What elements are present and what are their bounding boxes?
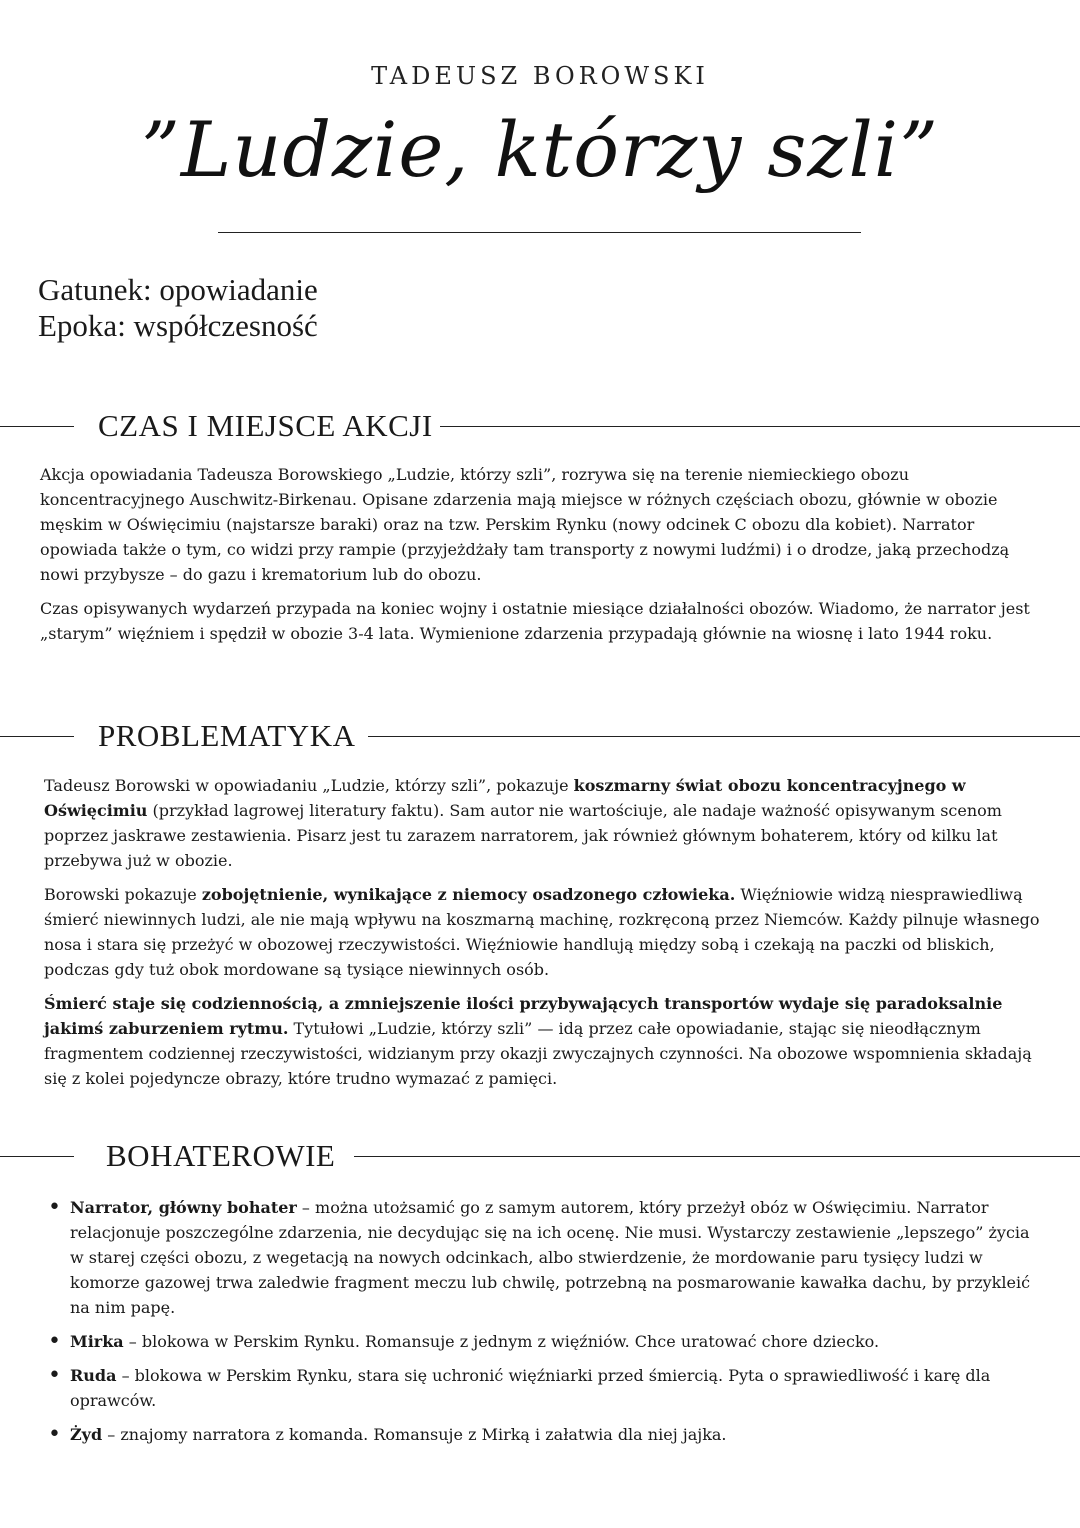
section-heading-bohaterowie [0, 1136, 1080, 1176]
heading-rule-right [368, 736, 1080, 737]
paragraph: Akcja opowiadania Tadeusza Borowskiego „Ludzie, którzy szli”, rozrywa się na terenie niemieckiego obozu koncentracyjnego Auschwitz-Birkenau. Opisane zdarzenia mają miejsce w różnych częściach obozu, głównie w obozie męskim w Oświęcimiu (najstarsze baraki) oraz na tzw. Perskim Rynku (nowy odcinek C obozu dla kobiet). Narrator opowiada także o tym, co widzi przy rampie (przyjeżdżały tam transporty z nowymi ludźmi) i o drodze, jaką przechodzą nowi przybysze – do gazu i krematorium lub do obozu. [40, 465, 1010, 584]
bold-text-run: Śmierć staje się codziennością, a zmniejszenie ilości przybywających transportów wydaje się paradoksalnie jakimś zaburzeniem rytmu. [44, 994, 1003, 1038]
text-run: Tytułowi „Ludzie, którzy szli” — idą przez całe opowiadanie, stając się nieodłącznym fragmentem codziennej rzeczywistości, widzianym przy okazji zwyczajnych czynności. Na obozowe wspomnienia składają się z kolei pojedyncze obrazy, które trudno wymazać z pamięci. [44, 1019, 1032, 1088]
author-name: TADEUSZ BOROWSKI [371, 62, 709, 90]
heading-rule-left [0, 426, 74, 427]
text-run: Borowski pokazuje [44, 885, 202, 904]
section-body-bohaterowie [40, 1195, 1040, 1456]
genre-line: Gatunek: opowiadanie [38, 272, 318, 307]
list-item [70, 1329, 1040, 1354]
heroes-list [40, 1195, 1040, 1447]
epoch-line: Epoka: współczesność [38, 308, 318, 343]
heading-rule-left [0, 736, 74, 737]
paragraph [44, 991, 1050, 1091]
hero-name: Narrator, główny bohater [70, 1198, 297, 1217]
section-body-problematyka [44, 773, 1050, 1100]
hero-description: – blokowa w Perskim Rynku. Romansuje z jednym z więźniów. Chce uratować chore dziecko. [123, 1332, 880, 1351]
text-run: (przykład lagrowej literatury faktu). Sam autor nie wartościuje, ale nadaje ważność opisywanym scenom poprzez jaskrawe zestawienia. Pisarz jest tu zarazem narratorem, jak również głównym bohaterem, który od kilku lat przebywa już w obozie. [44, 801, 1002, 870]
heading-rule-right [354, 1156, 1080, 1157]
text-run: Więźniowie widzą niesprawiedliwą śmierć niewinnych ludzi, ale nie mają wpływu na koszmarną machinę, rozkręconą przez Niemców. Każdy pilnuje własnego nosa i stara się przeżyć w obozowej rzeczywistości. Więźniowie handlują między sobą i czekają na paczki od bliskich, podczas gdy tuż obok mordowane są tysiące niewinnych osób. [44, 885, 1040, 979]
section-heading-problematyka [0, 716, 1080, 756]
list-item [70, 1422, 1040, 1447]
bold-text-run: zobojętnienie, wynikające z niemocy osadzonego człowieka. [201, 885, 736, 904]
hero-description: – blokowa w Perskim Rynku, stara się uchronić więźniarki przed śmiercią. Pyta o sprawiedliwość i karę dla oprawców. [70, 1366, 991, 1410]
paragraph [44, 773, 1050, 873]
paragraph: Czas opisywanych wydarzeń przypada na koniec wojny i ostatnie miesiące działalności obozów. Wiadomo, że narrator jest „starym” więźniem i spędził w obozie 3-4 lata. Wymienione zdarzenia przypadają głównie na wiosnę i lato 1944 roku. [40, 599, 1030, 643]
text-run: Tadeusz Borowski w opowiadaniu „Ludzie, którzy szli”, pokazuje [44, 776, 574, 795]
list-item [70, 1363, 1040, 1413]
section-title: CZAS I MIEJSCE AKCJI [98, 408, 433, 443]
hero-description: – można utożsamić go z samym autorem, który przeżył obóz w Oświęcimiu. Narrator relacjonuje poszczególne zdarzenia, nie decydując się na ich ocenę. Nie musi. Wystarczy zestawienie „lepszego” życia w starej części obozu, z wegetacją na nowych odcinkach, albo stwierdzenie, że mordowanie paru tysięcy ludzi w komorze gazowej trwa zaledwie fragment meczu lub chwilę, potrzebną na posmarowanie kawałka dachu, by przykleić na nim papę. [70, 1198, 1031, 1317]
section-title: BOHATEROWIE [106, 1138, 336, 1173]
heading-rule-right [440, 426, 1080, 427]
section-body-czas [40, 462, 1050, 655]
title-underline [218, 232, 861, 233]
bold-text-run: koszmarny świat obozu koncentracyjnego w Oświęcimiu [44, 776, 966, 820]
hero-name: Żyd [70, 1425, 103, 1444]
meta-block [38, 272, 318, 344]
heading-rule-left [0, 1156, 74, 1157]
hero-name: Ruda [70, 1366, 117, 1385]
hero-name: Mirka [70, 1332, 124, 1351]
work-title: ”Ludzie, którzy szli” [141, 105, 939, 194]
section-heading-czas [0, 406, 1080, 446]
section-title: PROBLEMATYKA [98, 718, 356, 753]
list-item [70, 1195, 1040, 1320]
paragraph [44, 882, 1050, 982]
hero-description: – znajomy narratora z komanda. Romansuje z Mirką i załatwia dla niej jajka. [102, 1425, 727, 1444]
